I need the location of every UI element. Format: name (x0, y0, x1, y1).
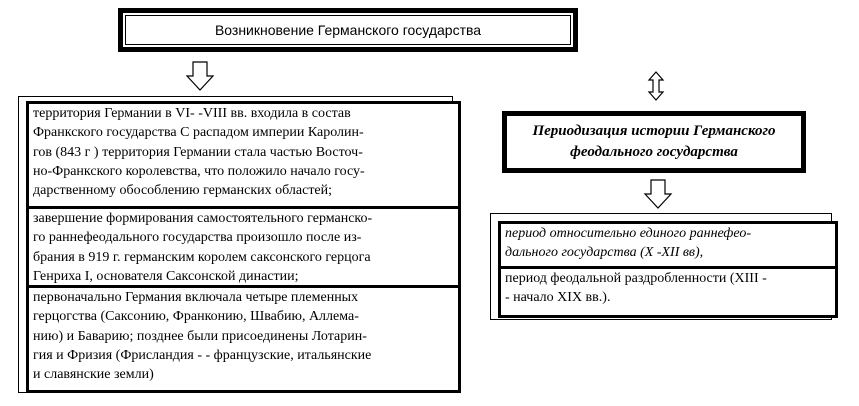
right-item-2-line: - начало XIX вв.). (505, 290, 611, 305)
left-item-1-line: но-Франкского королевства, что положило начало госу- (33, 163, 365, 179)
left-item-1 (26, 101, 461, 213)
title-box (118, 8, 578, 52)
periodization-box (502, 111, 806, 173)
left-item-3-line: и славянские земли) (33, 367, 154, 383)
left-item-1-line: дарственному обособлению германских областей; (33, 183, 333, 199)
left-item-2 (26, 206, 461, 292)
left-item-2-line: го раннефеодального государства произошло после из- (33, 230, 362, 246)
up-down-arrow-icon (647, 72, 665, 102)
periodization-title: Периодизация истории Германского феодального государства (532, 123, 776, 160)
left-item-1-line: гов (843 г ) территория Германии стала частью Восточ- (33, 144, 363, 160)
left-item-3 (26, 285, 461, 393)
left-item-1-line: Франкского государства С распадом империи Каролин- (33, 125, 364, 141)
right-item-2-line: период феодальной раздробленности (XIII - (505, 271, 767, 286)
right-item-2 (498, 266, 838, 318)
down-arrow-icon (187, 62, 215, 92)
left-item-3-line: герцогства (Саксонию, Франконию, Швабию, Аллема- (33, 309, 359, 325)
left-item-3-line: первоначально Германия включала четыре племенных (33, 290, 359, 305)
left-item-2-line: завершение формирования самостоятельного германско- (33, 211, 373, 226)
right-item-1-line: период относительно единого раннефео- (505, 226, 752, 241)
left-item-1-line: территория Германии в VI- -VIII вв. входила в состав (33, 106, 351, 121)
left-item-3-line: гия и Фризия (Фрисландия - - французские, итальянские (33, 347, 372, 363)
left-item-3-line: нию) и Баварию; позднее были присоединены Лотарин- (33, 328, 367, 344)
down-arrow-icon (644, 180, 672, 210)
left-item-2-line: Генриха I, основателя Саксонской династии; (33, 268, 299, 284)
left-item-2-line: брания в 919 г. германским королем саксонского герцога (33, 249, 371, 265)
diagram-title: Возникновение Германского государства (214, 22, 482, 38)
right-item-1-line: дального государства (X -XII вв), (505, 245, 704, 260)
